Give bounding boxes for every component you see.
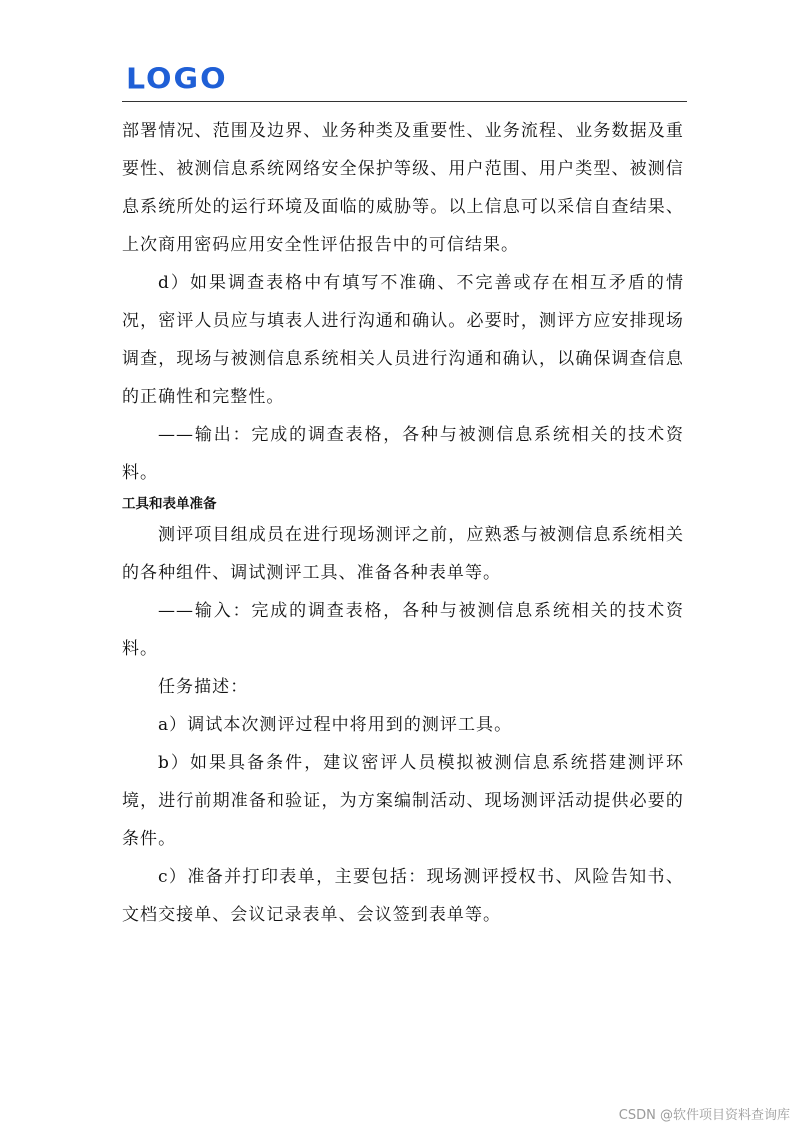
paragraph-task-label: 任务描述：	[158, 677, 249, 697]
header-divider	[122, 101, 687, 102]
paragraph-scope-info: 部署情况、范围及边界、业务种类及重要性、业务流程、业务数据及重要性、被测信息系统网络安全保护等级、用户范围、用户类型、被测信息系统所处的运行环境及面临的威胁等。以上信息可以采信自查结果、上次商用密码应用安全性评估报告中的可信结果。	[122, 121, 684, 255]
section-heading: 工具和表单准备	[122, 496, 217, 512]
paragraph-output: ——输出：完成的调查表格，各种与被测信息系统相关的技术资料。	[122, 425, 684, 483]
paragraph-item-d: d）如果调查表格中有填写不准确、不完善或存在相互矛盾的情况，密评人员应与填表人进行沟通和确认。必要时，测评方应安排现场调查，现场与被测信息系统相关人员进行沟通和确认，以确保调查信息的正确性和完整性。	[122, 273, 684, 407]
paragraph-item-b: b）如果具备条件，建议密评人员模拟被测信息系统搭建测评环境，进行前期准备和验证，为方案编制活动、现场测评活动提供必要的条件。	[122, 753, 684, 849]
paragraph-item-a: a）调试本次测评过程中将用到的测评工具。	[158, 715, 513, 735]
paragraph-tools-intro: 测评项目组成员在进行现场测评之前，应熟悉与被测信息系统相关的各种组件、调试测评工具、准备各种表单等。	[122, 525, 684, 583]
logo: LOGO	[126, 62, 228, 97]
watermark: CSDN @软件项目资料查询库	[618, 1108, 790, 1123]
paragraph-input: ——输入：完成的调查表格，各种与被测信息系统相关的技术资料。	[122, 601, 684, 659]
paragraph-item-c: c）准备并打印表单，主要包括：现场测评授权书、风险告知书、文档交接单、会议记录表单、会议签到表单等。	[122, 867, 684, 925]
document-body	[122, 112, 684, 934]
